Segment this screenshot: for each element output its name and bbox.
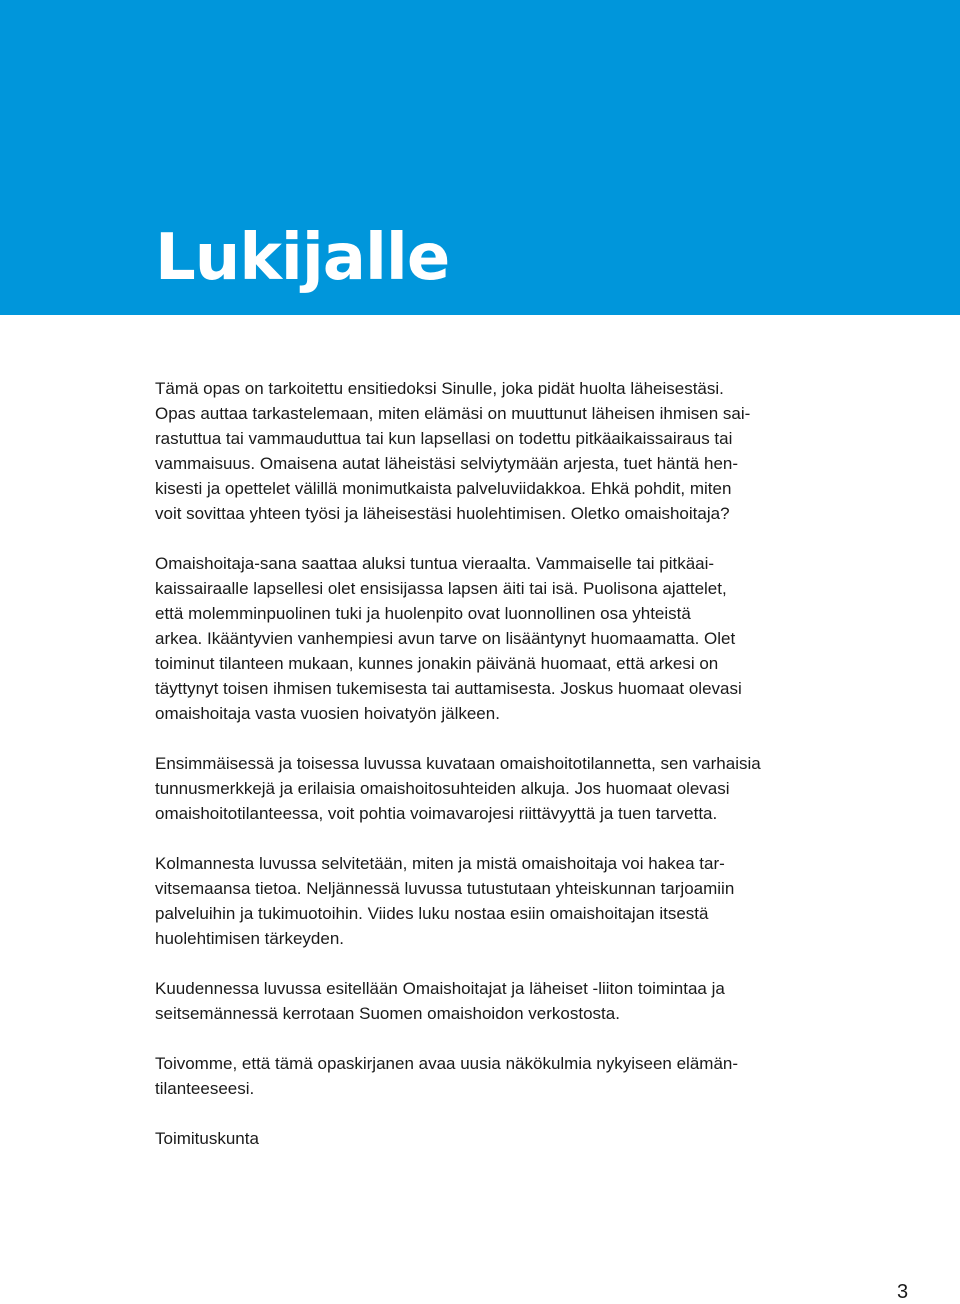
paragraph-caregiver-word: Omaishoitaja-sana saattaa aluksi tuntua vieraalta. Vammaiselle tai pitkäai- kaissairaalle lapsellesi olet ensisijassa lapsen äiti tai isä. Puolisona ajattelet, että molemminpuolinen tuki ja huolenpito ovat luonnollinen osa yhteistä arkea. Ikääntyvien vanhempiesi avun tarve on lisääntynyt huomaamatta. Olet toiminut tilanteen mukaan, kunnes jonakin päivänä huomaat, että arkesi on täyttynyt toisen ihmisen tukemisesta tai auttamisesta. Joskus huomaat olevasi omaishoitaja vasta vuosien hoivatyön jälkeen. [155, 554, 742, 723]
signature: Toimituskunta [155, 1129, 259, 1148]
header-band [0, 0, 960, 315]
paragraph-chapters-3-5: Kolmannesta luvussa selvitetään, miten ja mistä omaishoitaja voi hakea tar- vitsemaansa tietoa. Neljännessä luvussa tutustutaan yhteiskunnan tarjoamiin palveluihin ja tukimuotoihin. Viides luku nostaa esiin omaishoitajan itsestä huolehtimisen tärkeyden. [155, 854, 735, 948]
paragraph-chapters-6-7: Kuudennessa luvussa esitellään Omaishoitajat ja läheiset -liiton toimintaa ja seitsemännessä kerrotaan Suomen omaishoidon verkostosta. [155, 979, 725, 1023]
body-text [155, 376, 795, 1151]
paragraph-intro: Tämä opas on tarkoitettu ensitiedoksi Sinulle, joka pidät huolta läheisestäsi. Opas auttaa tarkastelemaan, miten elämäsi on muuttunut läheisen ihmisen sai- rastuttua tai vammauduttua tai kun lapsellasi on todettu pitkäaikaissairaus tai vammaisuus. Omaisena autat läheistäsi selviytymään arjesta, tuet häntä hen- kisesti ja opettelet välillä monimutkaista palveluviidakkoa. Ehkä pohdit, miten voit sovittaa yhteen työsi ja läheisestäsi huolehtimisen. Oletko omaishoitaja? [155, 379, 751, 523]
paragraph-closing: Toivomme, että tämä opaskirjanen avaa uusia näkökulmia nykyiseen elämän- tilanteeseesi. [155, 1054, 739, 1098]
page-title: Lukijalle [155, 221, 450, 295]
page-number: 3 [897, 1281, 909, 1303]
paragraph-chapters-1-2: Ensimmäisessä ja toisessa luvussa kuvataan omaishoitotilannetta, sen varhaisia tunnusmerkkejä ja erilaisia omaishoitosuhteiden alkuja. Jos huomaat olevasi omaishoitotilanteessa, voit pohtia voimavarojesi riittävyyttä ja tuen tarvetta. [155, 754, 761, 823]
